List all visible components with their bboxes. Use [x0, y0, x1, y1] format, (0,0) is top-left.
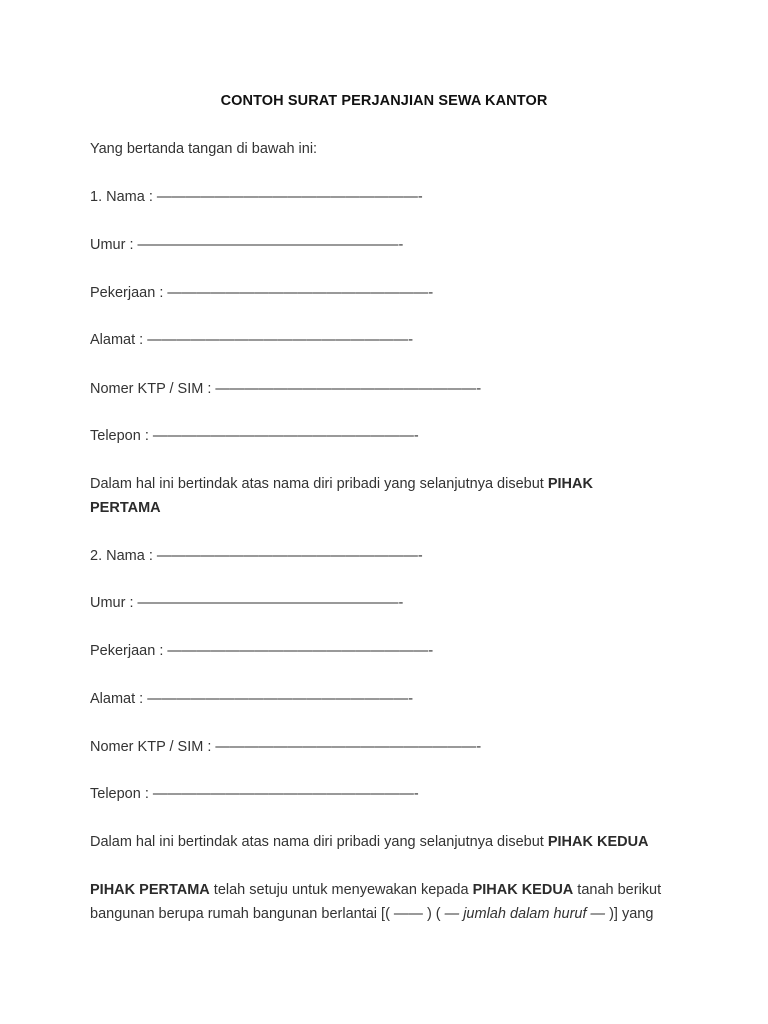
agreement-line2	[90, 902, 690, 926]
agreement-line2-italic: — jumlah dalam huruf —	[444, 906, 606, 922]
agreement-paragraph	[90, 878, 690, 926]
agreement-line1	[90, 878, 690, 902]
agreement-bold-pihak-pertama: PIHAK PERTAMA	[90, 882, 210, 898]
party1-statement-bold2: PERTAMA	[90, 500, 161, 516]
party2-pekerjaan-field: Pekerjaan : ——————————————————-	[90, 643, 434, 659]
party2-statement-bold: PIHAK KEDUA	[547, 834, 649, 850]
party1-statement-text: Dalam hal ini bertindak atas nama diri pribadi yang selanjutnya disebut	[90, 476, 548, 492]
party1-telepon-field: Telepon : ——————————————————-	[90, 428, 419, 444]
document-title: CONTOH SURAT PERJANJIAN SEWA KANTOR	[220, 93, 548, 109]
party1-statement-line2	[90, 496, 690, 520]
party2-telepon-field: Telepon : ——————————————————-	[90, 786, 419, 802]
party1-ktp-field: Nomer KTP / SIM : ——————————————————-	[90, 381, 482, 397]
agreement-line2-b: )] yang	[605, 906, 654, 922]
party2-statement	[90, 830, 690, 854]
party2-nama-field: 2. Nama : ——————————————————-	[90, 548, 423, 564]
party2-ktp-field: Nomer KTP / SIM : ——————————————————-	[90, 739, 482, 755]
party2-umur-field: Umur : ——————————————————-	[90, 595, 404, 611]
agreement-bold-pihak-kedua: PIHAK KEDUA	[472, 882, 574, 898]
party1-statement-line1	[90, 472, 690, 496]
agreement-line2-a: bangunan berupa rumah bangunan berlantai [( —— ) (	[90, 906, 445, 922]
intro-text: Yang bertanda tangan di bawah ini:	[90, 141, 318, 157]
party2-alamat-field: Alamat : ——————————————————-	[90, 691, 414, 707]
party1-alamat-field: Alamat : ——————————————————-	[90, 332, 414, 348]
agreement-text2: tanah berikut	[573, 882, 662, 898]
party2-statement-text: Dalam hal ini bertindak atas nama diri pribadi yang selanjutnya disebut	[90, 834, 548, 850]
party1-pekerjaan-field: Pekerjaan : ——————————————————-	[90, 285, 434, 301]
party1-statement	[90, 472, 690, 520]
party1-nama-field: 1. Nama : ——————————————————-	[90, 189, 423, 205]
party1-umur-field: Umur : ——————————————————-	[90, 237, 404, 253]
agreement-text1: telah setuju untuk menyewakan kepada	[209, 882, 473, 898]
party1-statement-bold1: PIHAK	[547, 476, 593, 492]
party2-statement-line1	[90, 830, 690, 854]
